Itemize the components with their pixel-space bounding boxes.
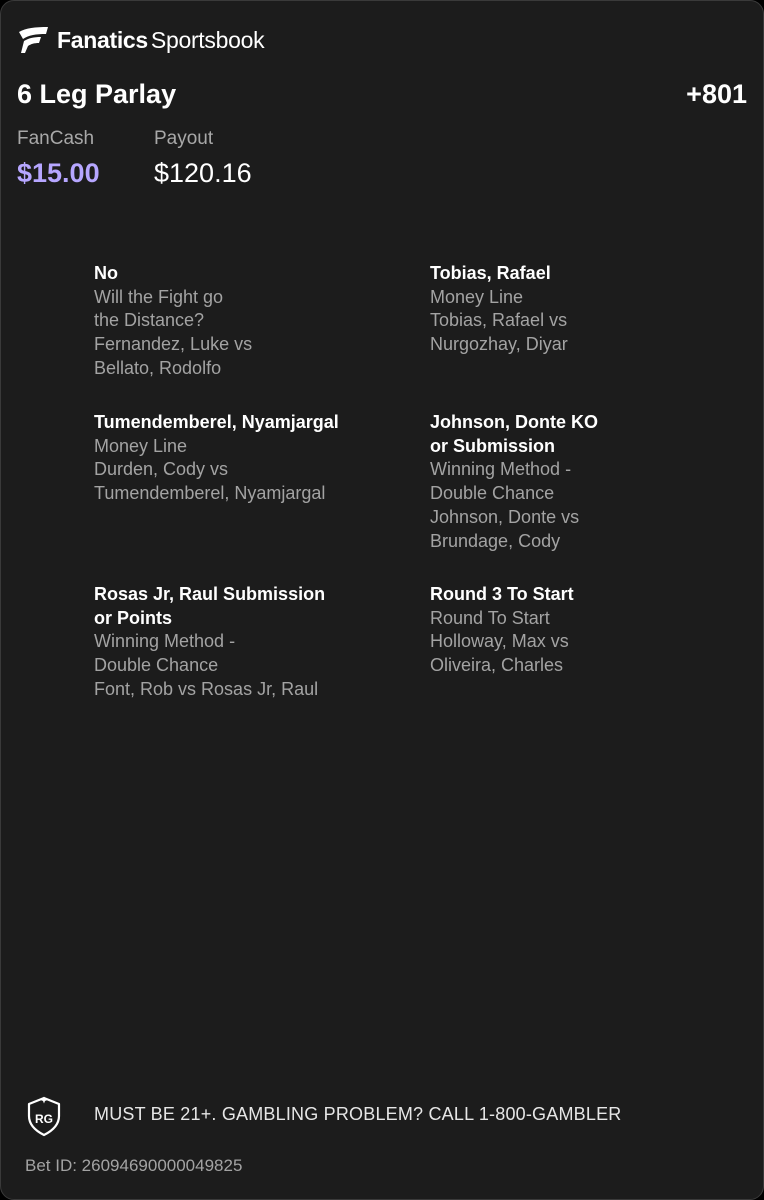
parlay-leg bbox=[94, 583, 394, 702]
leg-detail: Johnson, Donte vs bbox=[430, 506, 580, 527]
leg-pick: No bbox=[94, 263, 118, 283]
leg-detail: the Distance? bbox=[94, 310, 205, 331]
leg-pick: or Submission bbox=[430, 435, 556, 456]
parlay-leg bbox=[430, 262, 730, 357]
payout-value: $120.16 bbox=[154, 158, 252, 188]
payout-label: Payout bbox=[154, 128, 214, 149]
leg-detail: Round To Start bbox=[430, 607, 550, 628]
gambling-warning: MUST BE 21+. GAMBLING PROBLEM? CALL 1-800-GAMBLER bbox=[94, 1104, 622, 1124]
parlay-leg bbox=[430, 411, 730, 553]
parlay-odds: +801 bbox=[686, 79, 747, 109]
leg-detail: Tobias, Rafael vs bbox=[430, 310, 568, 331]
leg-detail: Double Chance bbox=[430, 483, 555, 504]
leg-detail: Money Line bbox=[430, 286, 524, 307]
parlay-leg bbox=[430, 583, 730, 678]
parlay-leg bbox=[94, 411, 394, 506]
fancash-value: $15.00 bbox=[17, 158, 100, 188]
leg-pick: Tumendemberel, Nyamjargal bbox=[94, 412, 339, 432]
brand-name bbox=[57, 27, 264, 54]
leg-detail: Holloway, Max vs bbox=[430, 631, 569, 652]
fancash-label: FanCash bbox=[17, 128, 95, 149]
parlay-title: 6 Leg Parlay bbox=[17, 79, 177, 109]
leg-detail: Oliveira, Charles bbox=[430, 655, 564, 676]
bet-id: Bet ID: 26094690000049825 bbox=[25, 1156, 243, 1175]
fanatics-flag-icon bbox=[17, 26, 49, 54]
rg-badge-text: RG bbox=[35, 1112, 53, 1126]
leg-pick: Rosas Jr, Raul Submission bbox=[94, 584, 326, 604]
leg-detail: Durden, Cody vs bbox=[94, 459, 229, 480]
leg-pick: Johnson, Donte KO bbox=[430, 412, 598, 432]
brand-name-light: Sportsbook bbox=[150, 26, 265, 53]
leg-detail: Font, Rob vs Rosas Jr, Raul bbox=[94, 678, 319, 699]
leg-detail: Winning Method - bbox=[430, 459, 572, 480]
leg-detail: Money Line bbox=[94, 435, 188, 456]
leg-detail: Will the Fight go bbox=[94, 286, 224, 307]
leg-detail: Brundage, Cody bbox=[430, 530, 561, 551]
leg-detail: Bellato, Rodolfo bbox=[94, 357, 222, 378]
leg-detail: Winning Method - bbox=[94, 631, 236, 652]
leg-detail: Double Chance bbox=[94, 655, 219, 676]
leg-pick: Round 3 To Start bbox=[430, 584, 574, 604]
parlay-leg bbox=[94, 262, 394, 381]
leg-pick: Tobias, Rafael bbox=[430, 263, 551, 283]
responsible-gaming-shield-icon bbox=[25, 1095, 63, 1137]
leg-detail: Tumendemberel, Nyamjargal bbox=[94, 483, 326, 504]
brand-name-bold: Fanatics bbox=[57, 26, 148, 53]
leg-pick: or Points bbox=[94, 607, 173, 628]
leg-detail: Fernandez, Luke vs bbox=[94, 334, 253, 355]
leg-detail: Nurgozhay, Diyar bbox=[430, 334, 568, 355]
brand-logo bbox=[17, 25, 264, 55]
